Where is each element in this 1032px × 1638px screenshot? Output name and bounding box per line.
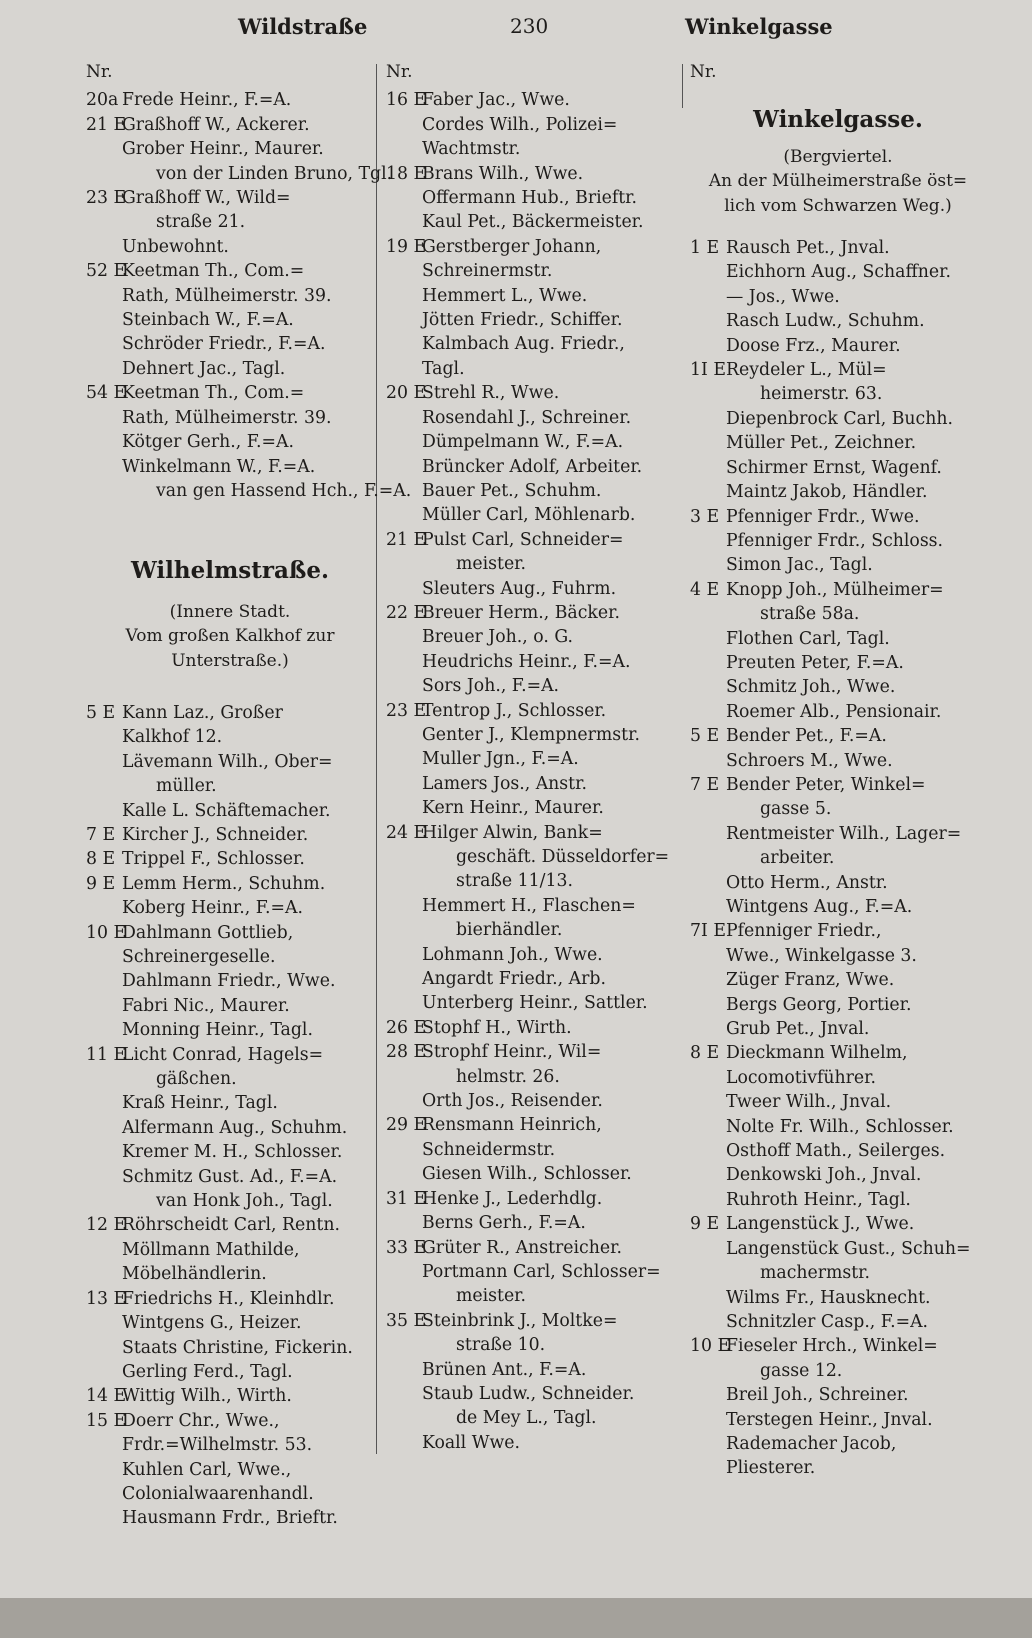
resident-line: Rausch Pet., Jnval.	[726, 238, 890, 259]
page-number: 230	[510, 14, 549, 38]
address-entry	[86, 823, 374, 847]
address-entry	[86, 88, 374, 112]
address-entry	[86, 1409, 374, 1531]
resident-line: Bauer Pet., Schuhm.	[422, 480, 602, 501]
address-entry	[690, 1212, 986, 1334]
house-number: 10 E	[86, 922, 127, 943]
house-number: 22 E	[386, 602, 427, 623]
resident-line: Hausmann Frdr., Brieftr.	[122, 1508, 338, 1529]
resident-line: Preuten Peter, F.=A.	[726, 652, 904, 673]
address-entry	[86, 1043, 374, 1214]
resident-line: Hemmert H., Flaschen=	[422, 895, 636, 916]
resident-line: Brans Wilh., Wwe.	[422, 163, 584, 184]
resident-line: Colonialwaarenhandl.	[122, 1483, 314, 1504]
resident-line: Brüncker Adolf, Arbeiter.	[422, 456, 643, 477]
house-number: 28 E	[386, 1042, 427, 1063]
house-number: 5 E	[690, 726, 720, 747]
resident-line: Orth Jos., Reisender.	[422, 1091, 603, 1112]
resident-line: Schneidermstr.	[422, 1139, 556, 1160]
address-entry	[86, 113, 393, 186]
resident-line: Doose Frz., Maurer.	[726, 335, 901, 356]
house-number: 14 E	[86, 1386, 127, 1407]
resident-line: Dehnert Jac., Tagl.	[122, 358, 286, 379]
resident-line: Strehl R., Wwe.	[422, 383, 560, 404]
resident-line: Hemmert L., Wwe.	[422, 285, 588, 306]
resident-line: Fabri Nic., Maurer.	[122, 995, 290, 1016]
resident-line: Rentmeister Wilh., Lager=	[726, 823, 962, 844]
resident-line: Otto Herm., Anstr.	[726, 872, 888, 893]
house-number: 13 E	[86, 1288, 127, 1309]
resident-line: Nolte Fr. Wilh., Schlosser.	[726, 1116, 954, 1137]
resident-line: Kaul Pet., Bäckermeister.	[422, 212, 644, 233]
resident-line: Unbewohnt.	[122, 236, 229, 257]
resident-line: Kraß Heinr., Tagl.	[122, 1093, 278, 1114]
nr-label: Nr.	[386, 62, 413, 82]
resident-line: Pliesterer.	[726, 1458, 816, 1479]
resident-line: Rensmann Heinrich,	[422, 1115, 602, 1136]
resident-line: Doerr Chr., Wwe.,	[122, 1410, 280, 1431]
resident-line: Jötten Friedr., Schiffer.	[422, 310, 623, 331]
resident-line: Schreinermstr.	[422, 261, 553, 282]
resident-line: Unterberg Heinr., Sattler.	[422, 993, 648, 1014]
address-entry	[386, 601, 676, 699]
house-number: 16 E	[386, 90, 427, 111]
resident-line: Winkelmann W., F.=A.	[122, 456, 316, 477]
resident-line: Sors Joh., F.=A.	[422, 676, 560, 697]
resident-line: Diepenbrock Carl, Buchh.	[726, 408, 953, 429]
resident-line: Wilms Fr., Hausknecht.	[726, 1287, 931, 1308]
resident-line: straße 58a.	[760, 604, 860, 625]
house-number: 3 E	[690, 506, 720, 527]
resident-line: gäßchen.	[156, 1069, 237, 1090]
address-entry	[386, 235, 676, 381]
resident-line: Tweer Wilh., Jnval.	[726, 1092, 892, 1113]
house-number: 20 E	[386, 383, 427, 404]
resident-line: Pulst Carl, Schneider=	[422, 529, 624, 550]
resident-line: Dümpelmann W., F.=A.	[422, 432, 624, 453]
resident-line: straße 10.	[456, 1335, 546, 1356]
house-number: 7I E	[690, 921, 726, 942]
resident-line: Müller Carl, Möhlenarb.	[422, 505, 636, 526]
house-number: 19 E	[386, 236, 427, 257]
resident-line: Hilger Alwin, Bank=	[422, 822, 603, 843]
wilhelmstrasse-description	[86, 600, 374, 673]
resident-line: geschäft. Düsseldorfer=	[456, 847, 670, 867]
resident-line: Möbelhändlerin.	[122, 1264, 267, 1285]
resident-line: Osthoff Math., Seilerges.	[726, 1141, 946, 1162]
resident-line: Locomotivführer.	[726, 1067, 876, 1088]
resident-line: Langenstück J., Wwe.	[726, 1214, 915, 1235]
house-number: 8 E	[690, 1043, 720, 1064]
resident-line: Trippel F., Schlosser.	[122, 849, 305, 870]
resident-line: Schroers M., Wwe.	[726, 750, 893, 771]
resident-line: Graßhoff W., Wild=	[122, 188, 291, 209]
column-divider-left	[376, 64, 377, 1454]
resident-line: Strophf Heinr., Wil=	[422, 1042, 602, 1063]
resident-line: Kremer M. H., Schlosser.	[122, 1142, 343, 1163]
resident-line: Kalkhof 12.	[122, 727, 223, 748]
address-entry	[86, 701, 374, 823]
resident-line: Henke J., Lederhdlg.	[422, 1188, 603, 1209]
resident-line: Kern Heinr., Maurer.	[422, 798, 604, 819]
resident-line: Kann Laz., Großer	[122, 702, 283, 723]
header-right-street: Winkelgasse	[685, 14, 833, 39]
resident-line: Berns Gerh., F.=A.	[422, 1213, 586, 1234]
address-entry	[386, 1236, 676, 1309]
address-entry	[86, 847, 374, 871]
resident-line: Lävemann Wilh., Ober=	[122, 751, 333, 772]
address-entry	[386, 821, 676, 1016]
column-divider-right	[682, 64, 683, 108]
address-entry	[386, 162, 676, 235]
winkelgasse-entries	[690, 236, 986, 1481]
resident-line: Alfermann Aug., Schuhm.	[122, 1117, 348, 1138]
address-entry	[386, 528, 676, 601]
resident-line: Denkowski Joh., Jnval.	[726, 1165, 922, 1186]
resident-line: Offermann Hub., Brieftr.	[422, 188, 638, 209]
resident-line: Rademacher Jacob,	[726, 1433, 897, 1454]
resident-line: Rosendahl J., Schreiner.	[422, 407, 632, 428]
house-number: 52 E	[86, 261, 127, 282]
resident-line: Steinbrink J., Moltke=	[422, 1310, 618, 1331]
resident-line: Dahlmann Friedr., Wwe.	[122, 971, 336, 992]
resident-line: Lohmann Joh., Wwe.	[422, 944, 603, 965]
resident-line: Portmann Carl, Schlosser=	[422, 1261, 661, 1282]
address-entry	[386, 88, 676, 161]
resident-line: Koberg Heinr., F.=A.	[122, 898, 303, 919]
resident-line: Bender Peter, Winkel=	[726, 774, 926, 795]
resident-line: meister.	[456, 1286, 527, 1307]
address-entry	[86, 921, 374, 1043]
house-number: 23 E	[86, 188, 127, 209]
address-entry	[386, 1309, 676, 1455]
resident-line: de Mey L., Tagl.	[456, 1408, 597, 1429]
house-number: 9 E	[690, 1214, 720, 1235]
resident-line: Möllmann Mathilde,	[122, 1239, 300, 1260]
wilhelmstrasse-entries	[86, 701, 374, 1531]
resident-line: gasse 12.	[760, 1360, 843, 1381]
house-number: 15 E	[86, 1410, 127, 1431]
house-number: 7 E	[86, 824, 116, 845]
address-entry	[386, 1187, 676, 1236]
address-entry	[690, 358, 986, 504]
resident-line: Frdr.=Wilhelmstr. 53.	[122, 1435, 313, 1456]
resident-line: van Honk Joh., Tagl.	[156, 1191, 333, 1212]
resident-line: Kuhlen Carl, Wwe.,	[122, 1459, 292, 1480]
resident-line: Wittig Wilh., Wirth.	[122, 1386, 292, 1407]
resident-line: Züger Franz, Wwe.	[726, 970, 895, 991]
resident-line: Frede Heinr., F.=A.	[122, 90, 292, 111]
resident-line: müller.	[156, 776, 217, 797]
address-entry	[690, 1334, 986, 1480]
house-number: 8 E	[86, 849, 116, 870]
resident-line: Heudrichs Heinr., F.=A.	[422, 651, 631, 672]
resident-line: arbeiter.	[760, 848, 835, 869]
page-header	[0, 14, 1032, 54]
house-number: 1I E	[690, 360, 726, 381]
column-3	[690, 60, 986, 1481]
resident-line: Gerling Ferd., Tagl.	[122, 1361, 293, 1382]
house-number: 24 E	[386, 822, 427, 843]
resident-line: Fieseler Hrch., Winkel=	[726, 1336, 938, 1357]
resident-line: Breuer Herm., Bäcker.	[422, 602, 620, 623]
resident-line: Kircher J., Schneider.	[122, 824, 309, 845]
address-entry	[86, 1384, 374, 1408]
resident-line: Schreinergeselle.	[122, 947, 276, 967]
resident-line: Rasch Ludw., Schuhm.	[726, 311, 925, 332]
house-number: 7 E	[690, 774, 720, 795]
resident-line: Tagl.	[422, 358, 465, 379]
address-entry	[86, 1287, 374, 1385]
resident-line: Wachtmstr.	[422, 139, 521, 160]
resident-line: Grüter R., Anstreicher.	[422, 1237, 622, 1258]
address-entry	[386, 1113, 676, 1186]
resident-line: Maintz Jakob, Händler.	[726, 482, 928, 503]
resident-line: Angardt Friedr., Arb.	[422, 969, 606, 990]
resident-line: Genter J., Klempnermstr.	[422, 724, 640, 745]
resident-line: Staub Ludw., Schneider.	[422, 1383, 635, 1404]
resident-line: Röhrscheidt Carl, Rentn.	[122, 1215, 340, 1236]
resident-line: Roemer Alb., Pensionair.	[726, 701, 942, 722]
resident-line: helmstr. 26.	[456, 1066, 560, 1087]
resident-line: Cordes Wilh., Polizei=	[422, 114, 618, 135]
resident-line: Lamers Jos., Anstr.	[422, 773, 587, 794]
address-entry	[386, 1016, 676, 1040]
resident-line: Giesen Wilh., Schlosser.	[422, 1164, 632, 1185]
resident-line: Koall Wwe.	[422, 1432, 520, 1453]
resident-line: Simon Jac., Tagl.	[726, 555, 873, 576]
resident-line: straße 21.	[156, 212, 246, 233]
description-line: (Innere Stadt.	[169, 601, 291, 622]
resident-line: Grub Pet., Jnval.	[726, 1019, 870, 1040]
resident-line: Rath, Mülheimerstr. 39.	[122, 407, 332, 428]
resident-line: Flothen Carl, Tagl.	[726, 628, 890, 649]
nr-label: Nr.	[86, 62, 113, 82]
house-number: 4 E	[690, 579, 720, 600]
resident-line: Kalmbach Aug. Friedr.,	[422, 334, 625, 355]
column-2	[386, 60, 676, 1455]
resident-line: Müller Pet., Zeichner.	[726, 433, 917, 454]
street-title-wilhelmstrasse: Wilhelmstraße.	[130, 557, 330, 585]
description-line: Vom großen Kalkhof zur	[125, 626, 335, 647]
resident-line: Rath, Mülheimerstr. 39.	[122, 285, 332, 306]
resident-line: Keetman Th., Com.=	[122, 383, 305, 404]
address-entry	[690, 1041, 986, 1212]
address-entry	[86, 259, 374, 381]
winkelgasse-description	[690, 145, 986, 218]
resident-line: Bender Pet., F.=A.	[726, 726, 887, 747]
resident-line: Eichhorn Aug., Schaffner.	[726, 262, 951, 283]
address-entry	[386, 381, 676, 527]
address-entry	[690, 505, 986, 578]
house-number: 54 E	[86, 383, 127, 404]
house-number: 20a	[86, 90, 119, 111]
address-entry	[690, 724, 986, 773]
resident-line: Kalle L. Schäftemacher.	[122, 800, 331, 821]
resident-line: Schmitz Gust. Ad., F.=A.	[122, 1166, 338, 1187]
description-line: Unterstraße.)	[171, 650, 289, 671]
address-entry	[690, 773, 986, 919]
resident-line: Ruhroth Heinr., Tagl.	[726, 1189, 911, 1210]
wilhelmstrasse-entries-continued	[386, 88, 676, 1455]
resident-line: Schirmer Ernst, Wagenf.	[726, 457, 942, 478]
resident-line: Monning Heinr., Tagl.	[122, 1020, 313, 1041]
resident-line: Tentrop J., Schlosser.	[422, 700, 607, 721]
resident-line: machermstr.	[760, 1263, 871, 1284]
resident-line: van gen Hassend Hch., F.=A.	[156, 480, 412, 501]
house-number: 21 E	[386, 529, 427, 550]
address-entry	[386, 1040, 676, 1113]
resident-line: Pfenniger Frdr., Schloss.	[726, 530, 944, 551]
resident-line: Kötger Gerh., F.=A.	[122, 432, 294, 453]
description-line: (Bergviertel.	[783, 146, 893, 167]
resident-line: Steinbach W., F.=A.	[122, 310, 294, 331]
resident-line: bierhändler.	[456, 920, 563, 941]
nr-label: Nr.	[690, 62, 717, 82]
house-number: 5 E	[86, 702, 116, 723]
address-entry	[86, 872, 374, 921]
resident-line: Keetman Th., Com.=	[122, 261, 305, 282]
resident-line: Friedrichs H., Kleinhdlr.	[122, 1288, 335, 1309]
resident-line: Pfenniger Friedr.,	[726, 921, 882, 942]
resident-line: Terstegen Heinr., Jnval.	[726, 1409, 933, 1430]
house-number: 1 E	[690, 238, 720, 259]
resident-line: Schnitzler Casp., F.=A.	[726, 1311, 929, 1332]
resident-line: Pfenniger Frdr., Wwe.	[726, 506, 920, 527]
resident-line: Dieckmann Wilhelm,	[726, 1043, 908, 1064]
address-entry	[690, 578, 986, 724]
resident-line: Sleuters Aug., Fuhrm.	[422, 578, 617, 599]
street-title-winkelgasse: Winkelgasse.	[753, 106, 923, 134]
resident-line: Faber Jac., Wwe.	[422, 90, 570, 111]
house-number: 35 E	[386, 1310, 427, 1331]
description-line: An der Mülheimerstraße öst=	[708, 171, 968, 192]
house-number: 31 E	[386, 1188, 427, 1209]
resident-line: Wintgens G., Heizer.	[122, 1313, 302, 1334]
house-number: 10 E	[690, 1336, 731, 1357]
resident-line: Wwe., Winkelgasse 3.	[726, 945, 917, 966]
house-number: 21 E	[86, 114, 127, 135]
resident-line: Langenstück Gust., Schuh=	[726, 1238, 971, 1259]
house-number: 11 E	[86, 1044, 127, 1065]
resident-line: Graßhoff W., Ackerer.	[122, 114, 310, 135]
house-number: 33 E	[386, 1237, 427, 1258]
house-number: 18 E	[386, 163, 427, 184]
resident-line: Knopp Joh., Mülheimer=	[726, 579, 944, 600]
resident-line: Muller Jgn., F.=A.	[422, 749, 579, 770]
resident-line: — Jos., Wwe.	[726, 286, 840, 307]
resident-line: heimerstr. 63.	[760, 384, 883, 405]
house-number: 26 E	[386, 1017, 427, 1038]
resident-line: Staats Christine, Fickerin.	[122, 1337, 353, 1358]
resident-line: Dahlmann Gottlieb,	[122, 922, 294, 943]
resident-line: Brünen Ant., F.=A.	[422, 1359, 587, 1380]
resident-line: Stophf H., Wirth.	[422, 1017, 572, 1038]
address-entry	[86, 1213, 374, 1286]
description-line: lich vom Schwarzen Weg.)	[724, 195, 952, 216]
house-number: 12 E	[86, 1215, 127, 1236]
resident-line: Breil Joh., Schreiner.	[726, 1385, 909, 1406]
house-number: 9 E	[86, 873, 116, 894]
resident-line: Schröder Friedr., F.=A.	[122, 334, 326, 355]
house-number: 23 E	[386, 700, 427, 721]
resident-line: Breuer Joh., o. G.	[422, 627, 574, 648]
resident-line: meister.	[456, 554, 527, 575]
header-left-street: Wildstraße	[238, 14, 368, 39]
address-entry	[690, 919, 986, 1041]
resident-line: Bergs Georg, Portier.	[726, 994, 912, 1015]
resident-line: straße 11/13.	[456, 871, 573, 892]
resident-line: Schmitz Joh., Wwe.	[726, 677, 896, 698]
resident-line: Wintgens Aug., F.=A.	[726, 897, 913, 917]
resident-line: Gerstberger Johann,	[422, 236, 602, 257]
resident-line: von der Linden Bruno, Tgl.	[156, 163, 393, 184]
address-entry	[690, 236, 986, 358]
resident-line: gasse 5.	[760, 799, 832, 820]
resident-line: Reydeler L., Mül=	[726, 360, 887, 381]
house-number: 29 E	[386, 1115, 427, 1136]
resident-line: Grober Heinr., Maurer.	[122, 139, 324, 160]
resident-line: Licht Conrad, Hagels=	[122, 1044, 324, 1065]
resident-line: Lemm Herm., Schuhm.	[122, 873, 326, 894]
address-entry	[86, 186, 374, 259]
address-entry	[386, 699, 676, 821]
